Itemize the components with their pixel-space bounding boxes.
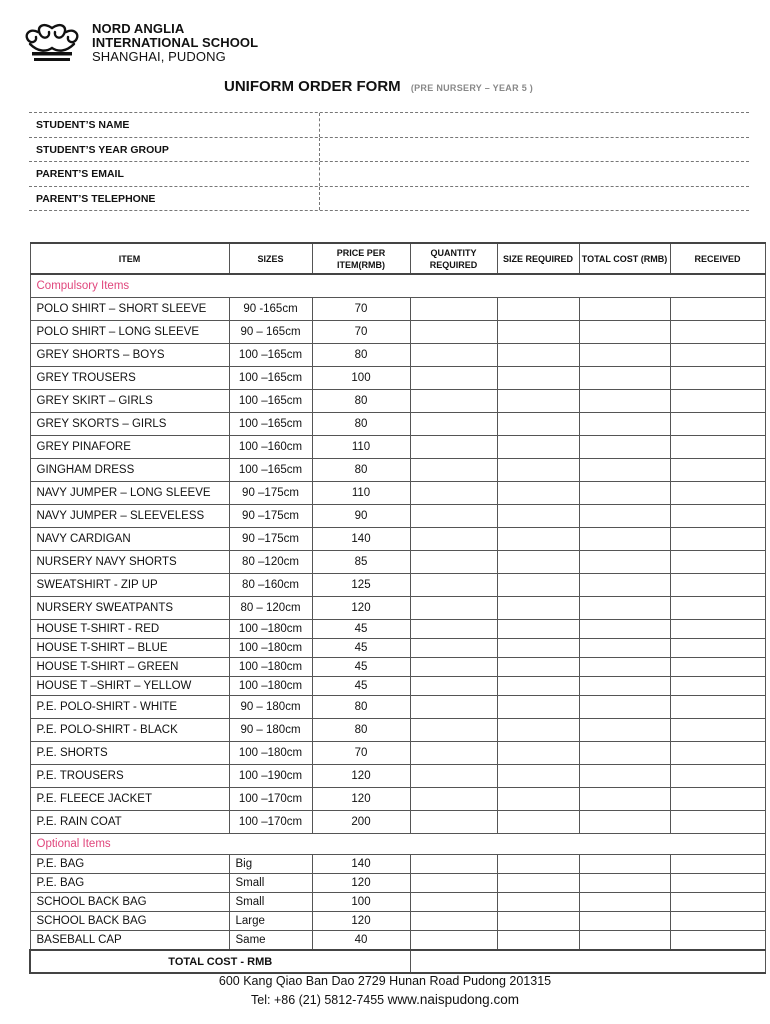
header-received: RECEIVED	[670, 243, 765, 274]
item-name: SCHOOL BACK BAG	[30, 893, 229, 912]
section-header-row	[30, 834, 765, 855]
total-cost-cell[interactable]	[579, 811, 670, 834]
item-name: GREY TROUSERS	[30, 367, 229, 390]
total-cost-value-cell[interactable]	[410, 950, 765, 973]
total-cost-label: TOTAL COST - RMB	[30, 950, 410, 973]
total-cost-cell[interactable]	[579, 551, 670, 574]
size-required-input-cell[interactable]	[497, 413, 579, 436]
received-cell[interactable]	[670, 505, 765, 528]
item-price: 140	[312, 855, 410, 874]
total-row	[30, 950, 765, 973]
school-crest-icon	[22, 22, 82, 64]
item-size-range: 100 –165cm	[229, 413, 312, 436]
table-row	[30, 436, 765, 459]
quantity-input-cell[interactable]	[410, 459, 497, 482]
item-name: NURSERY NAVY SHORTS	[30, 551, 229, 574]
total-cost-cell[interactable]	[579, 658, 670, 677]
total-cost-cell[interactable]	[579, 436, 670, 459]
item-size-range: 90 – 180cm	[229, 719, 312, 742]
received-cell[interactable]	[670, 696, 765, 719]
order-table	[29, 242, 766, 974]
footer-address: 600 Kang Qiao Ban Dao 2729 Hunan Road Pudong 201315	[218, 974, 552, 988]
item-price: 80	[312, 696, 410, 719]
received-cell[interactable]	[670, 574, 765, 597]
school-name-line1: NORD ANGLIA	[92, 21, 185, 36]
item-size-range: 100 –165cm	[229, 344, 312, 367]
info-value-field[interactable]	[320, 138, 749, 162]
total-cost-cell[interactable]	[579, 742, 670, 765]
form-subtitle: (PRE NURSERY – YEAR 5 )	[410, 83, 534, 93]
header-quantity: QUANTITY REQUIRED	[410, 243, 497, 274]
item-name: P.E. BAG	[30, 874, 229, 893]
item-price: 80	[312, 719, 410, 742]
total-cost-cell[interactable]	[579, 298, 670, 321]
quantity-input-cell[interactable]	[410, 677, 497, 696]
received-cell[interactable]	[670, 719, 765, 742]
table-row	[30, 893, 765, 912]
item-size-range: 80 – 120cm	[229, 597, 312, 620]
school-name-block	[92, 22, 258, 64]
total-cost-cell[interactable]	[579, 788, 670, 811]
item-size-range: Large	[229, 912, 312, 931]
table-row	[30, 788, 765, 811]
item-name: NAVY JUMPER – LONG SLEEVE	[30, 482, 229, 505]
table-row	[30, 811, 765, 834]
table-row	[30, 367, 765, 390]
received-cell[interactable]	[670, 639, 765, 658]
item-price: 120	[312, 912, 410, 931]
table-row	[30, 390, 765, 413]
item-name: P.E. FLEECE JACKET	[30, 788, 229, 811]
total-cost-cell[interactable]	[579, 367, 670, 390]
item-size-range: 90 –175cm	[229, 505, 312, 528]
received-cell[interactable]	[670, 742, 765, 765]
item-name: GINGHAM DRESS	[30, 459, 229, 482]
quantity-input-cell[interactable]	[410, 658, 497, 677]
item-size-range: Small	[229, 874, 312, 893]
header-total-cost: TOTAL COST (RMB)	[579, 243, 670, 274]
form-title	[224, 78, 533, 95]
size-required-input-cell[interactable]	[497, 811, 579, 834]
total-cost-cell[interactable]	[579, 574, 670, 597]
table-row	[30, 639, 765, 658]
item-name: GREY SKORTS – GIRLS	[30, 413, 229, 436]
total-cost-cell[interactable]	[579, 597, 670, 620]
item-size-range: 100 –165cm	[229, 390, 312, 413]
received-cell[interactable]	[670, 855, 765, 874]
total-cost-cell[interactable]	[579, 696, 670, 719]
quantity-input-cell[interactable]	[410, 874, 497, 893]
item-price: 45	[312, 677, 410, 696]
total-cost-cell[interactable]	[579, 482, 670, 505]
size-required-input-cell[interactable]	[497, 742, 579, 765]
item-name: SWEATSHIRT - ZIP UP	[30, 574, 229, 597]
item-price: 140	[312, 528, 410, 551]
received-cell[interactable]	[670, 551, 765, 574]
item-price: 80	[312, 413, 410, 436]
item-size-range: Small	[229, 893, 312, 912]
size-required-input-cell[interactable]	[497, 620, 579, 639]
item-name: NURSERY SWEATPANTS	[30, 597, 229, 620]
item-price: 120	[312, 597, 410, 620]
quantity-input-cell[interactable]	[410, 696, 497, 719]
quantity-input-cell[interactable]	[410, 528, 497, 551]
total-cost-cell[interactable]	[579, 390, 670, 413]
item-name: GREY SKIRT – GIRLS	[30, 390, 229, 413]
received-cell[interactable]	[670, 482, 765, 505]
size-required-input-cell[interactable]	[497, 931, 579, 951]
quantity-input-cell[interactable]	[410, 367, 497, 390]
table-row	[30, 658, 765, 677]
received-cell[interactable]	[670, 874, 765, 893]
quantity-input-cell[interactable]	[410, 390, 497, 413]
table-row	[30, 620, 765, 639]
quantity-input-cell[interactable]	[410, 765, 497, 788]
info-value-field[interactable]	[320, 113, 749, 137]
size-required-input-cell[interactable]	[497, 696, 579, 719]
quantity-input-cell[interactable]	[410, 855, 497, 874]
received-cell[interactable]	[670, 931, 765, 951]
section-title: Compulsory Items	[30, 274, 765, 298]
item-size-range: 90 -165cm	[229, 298, 312, 321]
received-cell[interactable]	[670, 321, 765, 344]
quantity-input-cell[interactable]	[410, 788, 497, 811]
item-size-range: 80 –160cm	[229, 574, 312, 597]
table-row	[30, 931, 765, 951]
school-name-line3: SHANGHAI, PUDONG	[92, 49, 226, 64]
item-size-range: 90 – 165cm	[229, 321, 312, 344]
size-required-input-cell[interactable]	[497, 855, 579, 874]
size-required-input-cell[interactable]	[497, 893, 579, 912]
item-name: HOUSE T-SHIRT – BLUE	[30, 639, 229, 658]
table-row	[30, 742, 765, 765]
item-name: P.E. BAG	[30, 855, 229, 874]
size-required-input-cell[interactable]	[497, 788, 579, 811]
total-cost-cell[interactable]	[579, 719, 670, 742]
received-cell[interactable]	[670, 893, 765, 912]
item-size-range: 90 – 180cm	[229, 696, 312, 719]
size-required-input-cell[interactable]	[497, 765, 579, 788]
item-name: HOUSE T –SHIRT – YELLOW	[30, 677, 229, 696]
quantity-input-cell[interactable]	[410, 742, 497, 765]
table-row	[30, 597, 765, 620]
item-price: 90	[312, 505, 410, 528]
size-required-input-cell[interactable]	[497, 677, 579, 696]
received-cell[interactable]	[670, 459, 765, 482]
total-cost-cell[interactable]	[579, 765, 670, 788]
info-row	[29, 138, 749, 163]
received-cell[interactable]	[670, 390, 765, 413]
size-required-input-cell[interactable]	[497, 658, 579, 677]
total-cost-cell[interactable]	[579, 912, 670, 931]
item-name: GREY SHORTS – BOYS	[30, 344, 229, 367]
size-required-input-cell[interactable]	[497, 719, 579, 742]
quantity-input-cell[interactable]	[410, 893, 497, 912]
quantity-input-cell[interactable]	[410, 931, 497, 951]
item-size-range: 100 –180cm	[229, 742, 312, 765]
info-label: STUDENT’S YEAR GROUP	[29, 138, 320, 162]
quantity-input-cell[interactable]	[410, 344, 497, 367]
size-required-input-cell[interactable]	[497, 639, 579, 658]
total-cost-cell[interactable]	[579, 855, 670, 874]
item-name: P.E. SHORTS	[30, 742, 229, 765]
item-size-range: 100 –170cm	[229, 811, 312, 834]
item-price: 100	[312, 893, 410, 912]
info-label: STUDENT’S NAME	[29, 113, 320, 137]
size-required-input-cell[interactable]	[497, 574, 579, 597]
item-size-range: 100 –180cm	[229, 658, 312, 677]
item-size-range: 100 –165cm	[229, 459, 312, 482]
total-cost-cell[interactable]	[579, 874, 670, 893]
item-price: 80	[312, 390, 410, 413]
table-row	[30, 719, 765, 742]
info-row	[29, 187, 749, 212]
student-info-block	[29, 112, 749, 211]
total-cost-cell[interactable]	[579, 344, 670, 367]
info-label: PARENT’S TELEPHONE	[29, 187, 320, 211]
item-name: NAVY JUMPER – SLEEVELESS	[30, 505, 229, 528]
table-row	[30, 677, 765, 696]
received-cell[interactable]	[670, 436, 765, 459]
quantity-input-cell[interactable]	[410, 413, 497, 436]
item-price: 45	[312, 658, 410, 677]
table-row	[30, 551, 765, 574]
item-name: GREY PINAFORE	[30, 436, 229, 459]
header-sizes: SIZES	[229, 243, 312, 274]
item-size-range: 90 –175cm	[229, 482, 312, 505]
school-name-line2: INTERNATIONAL SCHOOL	[92, 35, 259, 50]
received-cell[interactable]	[670, 658, 765, 677]
table-row	[30, 912, 765, 931]
table-row	[30, 696, 765, 719]
item-price: 110	[312, 436, 410, 459]
received-cell[interactable]	[670, 344, 765, 367]
item-price: 80	[312, 344, 410, 367]
table-row	[30, 855, 765, 874]
item-name: POLO SHIRT – SHORT SLEEVE	[30, 298, 229, 321]
quantity-input-cell[interactable]	[410, 482, 497, 505]
item-price: 120	[312, 765, 410, 788]
quantity-input-cell[interactable]	[410, 551, 497, 574]
info-value-field[interactable]	[320, 187, 749, 211]
table-row	[30, 874, 765, 893]
item-price: 70	[312, 742, 410, 765]
size-required-input-cell[interactable]	[497, 436, 579, 459]
item-name: P.E. POLO-SHIRT - BLACK	[30, 719, 229, 742]
table-row	[30, 344, 765, 367]
quantity-input-cell[interactable]	[410, 298, 497, 321]
item-name: POLO SHIRT – LONG SLEEVE	[30, 321, 229, 344]
received-cell[interactable]	[670, 597, 765, 620]
table-row	[30, 321, 765, 344]
size-required-input-cell[interactable]	[497, 482, 579, 505]
quantity-input-cell[interactable]	[410, 639, 497, 658]
item-price: 70	[312, 298, 410, 321]
size-required-input-cell[interactable]	[497, 459, 579, 482]
item-price: 120	[312, 874, 410, 893]
info-label: PARENT’S EMAIL	[29, 162, 320, 186]
item-price: 100	[312, 367, 410, 390]
received-cell[interactable]	[670, 811, 765, 834]
item-price: 125	[312, 574, 410, 597]
quantity-input-cell[interactable]	[410, 597, 497, 620]
item-price: 120	[312, 788, 410, 811]
footer-tel: Tel: +86 (21) 5812-7455	[251, 993, 385, 1007]
table-row	[30, 765, 765, 788]
item-size-range: Same	[229, 931, 312, 951]
received-cell[interactable]	[670, 367, 765, 390]
total-cost-cell[interactable]	[579, 931, 670, 951]
size-required-input-cell[interactable]	[497, 344, 579, 367]
table-row	[30, 528, 765, 551]
item-size-range: 80 –120cm	[229, 551, 312, 574]
size-required-input-cell[interactable]	[497, 298, 579, 321]
table-row	[30, 574, 765, 597]
size-required-input-cell[interactable]	[497, 528, 579, 551]
total-cost-cell[interactable]	[579, 893, 670, 912]
table-row	[30, 482, 765, 505]
item-name: SCHOOL BACK BAG	[30, 912, 229, 931]
section-header-row	[30, 274, 765, 298]
received-cell[interactable]	[670, 765, 765, 788]
total-cost-cell[interactable]	[579, 639, 670, 658]
quantity-input-cell[interactable]	[410, 321, 497, 344]
quantity-input-cell[interactable]	[410, 436, 497, 459]
footer-contact	[0, 992, 770, 1007]
size-required-input-cell[interactable]	[497, 551, 579, 574]
item-price: 45	[312, 620, 410, 639]
quantity-input-cell[interactable]	[410, 505, 497, 528]
received-cell[interactable]	[670, 413, 765, 436]
info-row	[29, 162, 749, 187]
item-price: 110	[312, 482, 410, 505]
total-cost-cell[interactable]	[579, 677, 670, 696]
size-required-input-cell[interactable]	[497, 505, 579, 528]
quantity-input-cell[interactable]	[410, 574, 497, 597]
item-name: P.E. POLO-SHIRT - WHITE	[30, 696, 229, 719]
total-cost-cell[interactable]	[579, 505, 670, 528]
item-price: 200	[312, 811, 410, 834]
table-row	[30, 298, 765, 321]
quantity-input-cell[interactable]	[410, 811, 497, 834]
total-cost-cell[interactable]	[579, 413, 670, 436]
total-cost-cell[interactable]	[579, 321, 670, 344]
quantity-input-cell[interactable]	[410, 912, 497, 931]
section-title: Optional Items	[30, 834, 765, 855]
size-required-input-cell[interactable]	[497, 597, 579, 620]
size-required-input-cell[interactable]	[497, 874, 579, 893]
item-size-range: 100 –190cm	[229, 765, 312, 788]
total-cost-cell[interactable]	[579, 528, 670, 551]
quantity-input-cell[interactable]	[410, 719, 497, 742]
received-cell[interactable]	[670, 677, 765, 696]
item-size-range: 100 –180cm	[229, 620, 312, 639]
item-name: P.E. TROUSERS	[30, 765, 229, 788]
table-row	[30, 459, 765, 482]
item-size-range: 100 –160cm	[229, 436, 312, 459]
size-required-input-cell[interactable]	[497, 390, 579, 413]
item-price: 45	[312, 639, 410, 658]
received-cell[interactable]	[670, 788, 765, 811]
total-cost-cell[interactable]	[579, 459, 670, 482]
received-cell[interactable]	[670, 528, 765, 551]
header-size-required: SIZE REQUIRED	[497, 243, 579, 274]
size-required-input-cell[interactable]	[497, 367, 579, 390]
header-price: PRICE PER ITEM(RMB)	[312, 243, 410, 274]
size-required-input-cell[interactable]	[497, 912, 579, 931]
received-cell[interactable]	[670, 912, 765, 931]
item-price: 85	[312, 551, 410, 574]
quantity-input-cell[interactable]	[410, 620, 497, 639]
table-row	[30, 413, 765, 436]
item-name: P.E. RAIN COAT	[30, 811, 229, 834]
item-price: 80	[312, 459, 410, 482]
item-name: BASEBALL CAP	[30, 931, 229, 951]
item-size-range: 100 –170cm	[229, 788, 312, 811]
total-cost-cell[interactable]	[579, 620, 670, 639]
item-price: 40	[312, 931, 410, 951]
item-name: NAVY CARDIGAN	[30, 528, 229, 551]
item-name: HOUSE T-SHIRT – GREEN	[30, 658, 229, 677]
received-cell[interactable]	[670, 298, 765, 321]
form-title-text: UNIFORM ORDER FORM	[224, 78, 401, 95]
info-row	[29, 113, 749, 138]
info-value-field[interactable]	[320, 162, 749, 186]
table-header-row	[30, 243, 765, 274]
header-item: ITEM	[30, 243, 229, 274]
footer-website: www.naispudong.com	[387, 992, 519, 1007]
item-size-range: 100 –180cm	[229, 677, 312, 696]
item-price: 70	[312, 321, 410, 344]
size-required-input-cell[interactable]	[497, 321, 579, 344]
item-size-range: 90 –175cm	[229, 528, 312, 551]
item-name: HOUSE T-SHIRT - RED	[30, 620, 229, 639]
item-size-range: Big	[229, 855, 312, 874]
item-size-range: 100 –180cm	[229, 639, 312, 658]
item-size-range: 100 –165cm	[229, 367, 312, 390]
received-cell[interactable]	[670, 620, 765, 639]
table-row	[30, 505, 765, 528]
